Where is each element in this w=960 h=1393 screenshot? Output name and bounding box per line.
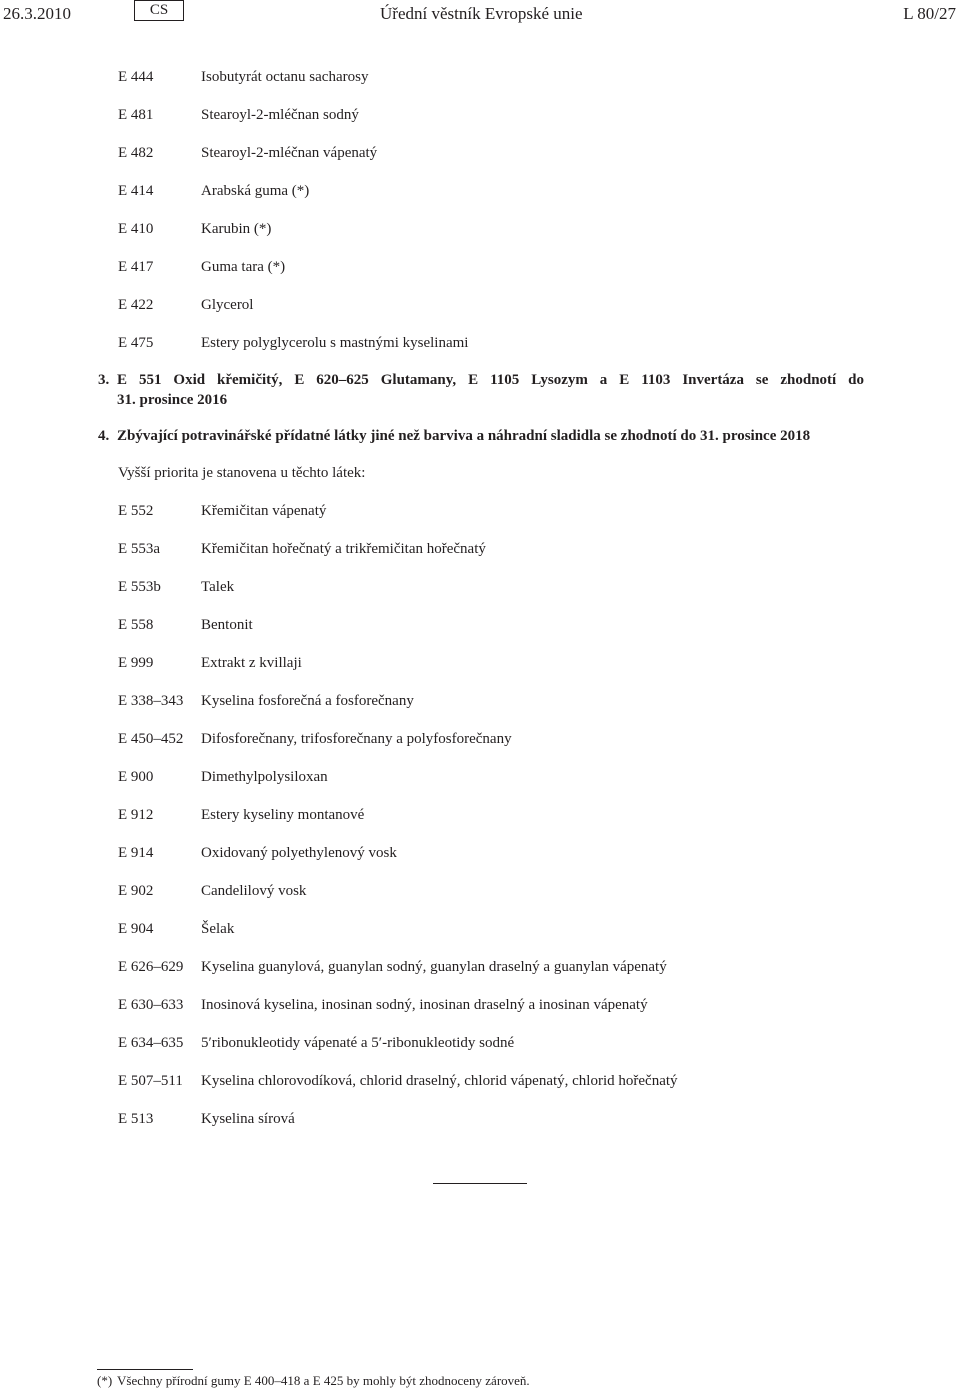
additive-name: Candelilový vosk (201, 883, 307, 899)
additive-name: Stearoyl-2-mléčnan vápenatý (201, 145, 378, 161)
additive-name: Kyselina sírová (201, 1111, 295, 1127)
e-number: E 513 (118, 1111, 154, 1127)
list-item (118, 1109, 918, 1147)
e-number: E 912 (118, 807, 154, 823)
footnote-text: Všechny přírodní gumy E 400–418 a E 425 by mohly být zhodnoceny zároveň. (117, 1373, 530, 1388)
additive-name: Difosforečnany, trifosforečnany a polyfosforečnany (201, 731, 512, 747)
list-item (118, 181, 918, 219)
section-number: 3. (98, 372, 110, 388)
additive-name: Kyselina fosforečná a fosforečnany (201, 693, 414, 709)
section-divider (433, 1183, 527, 1184)
list-item (118, 219, 918, 257)
list-item (118, 995, 918, 1033)
additive-name: Křemičitan hořečnatý a trikřemičitan hořečnatý (201, 541, 486, 557)
section-3-line-1: E 551 Oxid křemičitý, E 620–625 Glutamany, E 1105 Lysozym a E 1103 Invertáza se zhodnotí do (117, 372, 864, 388)
e-number: E 482 (118, 145, 154, 161)
priority-note: Vyšší priorita je stanovena u těchto látek: (118, 465, 366, 481)
additive-name: Oxidovaný polyethylenový vosk (201, 845, 397, 861)
additive-name: Extrakt z kvillaji (201, 655, 302, 671)
section-4-text: Zbývající potravinářské přídatné látky jiné než barviva a náhradní sladidla se zhodnotí do 31. prosince 2018 (117, 428, 811, 444)
section-number: 4. (98, 428, 110, 444)
e-number: E 553b (118, 579, 161, 595)
language-badge: CS (134, 0, 184, 21)
e-number: E 338–343 (118, 693, 184, 709)
additive-name: Bentonit (201, 617, 253, 633)
additive-list-1 (118, 67, 918, 371)
e-number: E 630–633 (118, 997, 184, 1013)
additive-name: Glycerol (201, 297, 254, 313)
list-item (118, 577, 918, 615)
list-item (118, 805, 918, 843)
list-item (118, 143, 918, 181)
e-number: E 999 (118, 655, 154, 671)
e-number: E 450–452 (118, 731, 184, 747)
additive-name: Kyselina guanylová, guanylan sodný, guanylan draselný a guanylan vápenatý (201, 959, 667, 975)
additive-name: Estery polyglycerolu s mastnými kyselinami (201, 335, 469, 351)
e-number: E 900 (118, 769, 154, 785)
e-number: E 475 (118, 335, 154, 351)
additive-name: Stearoyl-2-mléčnan sodný (201, 107, 359, 123)
list-item (118, 843, 918, 881)
additive-name: Šelak (201, 921, 235, 937)
list-item (118, 729, 918, 767)
additive-name: Guma tara (*) (201, 259, 286, 275)
list-item (118, 881, 918, 919)
section-4-heading (98, 426, 864, 446)
e-number: E 444 (118, 69, 154, 85)
publication-date: 26.3.2010 (3, 4, 71, 23)
e-number: E 634–635 (118, 1035, 184, 1051)
list-item (118, 539, 918, 577)
list-item (118, 257, 918, 295)
list-item (118, 767, 918, 805)
list-item (118, 105, 918, 143)
section-3-heading (98, 370, 864, 410)
footnote-mark: (*) (97, 1373, 113, 1388)
additive-name: Isobutyrát octanu sacharosy (201, 69, 369, 85)
e-number: E 507–511 (118, 1073, 183, 1089)
list-item (118, 1033, 918, 1071)
e-number: E 558 (118, 617, 154, 633)
footnote (97, 1373, 530, 1389)
additive-name: Křemičitan vápenatý (201, 503, 327, 519)
page-header (0, 0, 960, 30)
list-item (118, 957, 918, 995)
additive-name: Kyselina chlorovodíková, chlorid draselný, chlorid vápenatý, chlorid hořečnatý (201, 1073, 678, 1089)
additive-name: Talek (201, 579, 235, 595)
list-item (118, 653, 918, 691)
e-number: E 414 (118, 183, 154, 199)
additive-name: Karubin (*) (201, 221, 272, 237)
list-item (118, 295, 918, 333)
footnote-divider (97, 1369, 193, 1370)
list-item (118, 1071, 918, 1109)
e-number: E 904 (118, 921, 154, 937)
list-item (118, 501, 918, 539)
section-3-line-2: 31. prosince 2016 (117, 392, 228, 408)
e-number: E 422 (118, 297, 154, 313)
additive-name: Dimethylpolysiloxan (201, 769, 328, 785)
page-reference: L 80/27 (903, 4, 956, 23)
list-item (118, 67, 918, 105)
e-number: E 902 (118, 883, 154, 899)
additive-list-2 (118, 501, 918, 1147)
e-number: E 481 (118, 107, 154, 123)
e-number: E 914 (118, 845, 154, 861)
e-number: E 553a (118, 541, 161, 557)
list-item (118, 615, 918, 653)
list-item (118, 691, 918, 729)
e-number: E 626–629 (118, 959, 184, 975)
additive-name: Inosinová kyselina, inosinan sodný, inosinan draselný a inosinan vápenatý (201, 997, 648, 1013)
e-number: E 410 (118, 221, 154, 237)
e-number: E 417 (118, 259, 154, 275)
list-item (118, 919, 918, 957)
additive-name: Estery kyseliny montanové (201, 807, 365, 823)
list-item (118, 333, 918, 371)
journal-title: Úřední věstník Evropské unie (380, 4, 583, 23)
additive-name: Arabská guma (*) (201, 183, 310, 199)
additive-name: 5′ribonukleotidy vápenaté a 5′-ribonukleotidy sodné (201, 1035, 515, 1051)
e-number: E 552 (118, 503, 154, 519)
